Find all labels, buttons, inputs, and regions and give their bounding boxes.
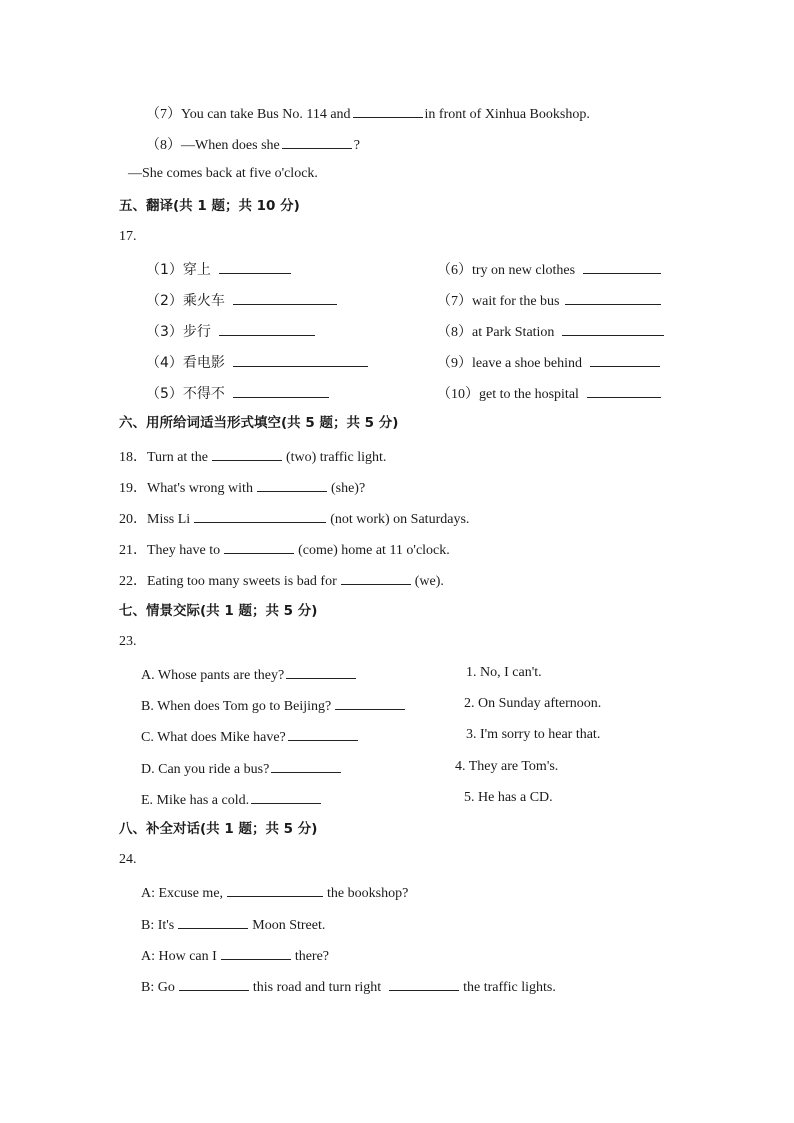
answer-blank[interactable] bbox=[271, 758, 341, 773]
translation-item: （9）leave a shoe behind bbox=[437, 352, 662, 373]
match-question: D. Can you ride a bus? bbox=[141, 758, 343, 779]
translation-item: （7）wait for the bus bbox=[437, 290, 663, 311]
answer-blank[interactable] bbox=[251, 789, 321, 804]
answer-blank[interactable] bbox=[194, 508, 326, 523]
dialogue-line: A: Excuse me, the bookshop? bbox=[141, 882, 408, 903]
answer-blank[interactable] bbox=[583, 259, 661, 274]
question-21: 21．They have to (come) home at 11 o'clock. bbox=[119, 539, 450, 560]
match-answer: 2. On Sunday afternoon. bbox=[464, 696, 602, 711]
dialogue-line: B: Go this road and turn right the traffic lights. bbox=[141, 976, 556, 997]
answer-blank[interactable] bbox=[288, 726, 358, 741]
answer-blank[interactable] bbox=[286, 664, 356, 679]
match-answer: 5. He has a CD. bbox=[464, 790, 553, 805]
question-19: 19．What's wrong with (she)? bbox=[119, 477, 365, 498]
translation-item: （10）get to the hospital bbox=[437, 383, 663, 404]
question-8-reply: —She comes back at five o'clock. bbox=[128, 166, 318, 181]
answer-blank[interactable] bbox=[233, 383, 329, 398]
translation-item: （4）看电影 bbox=[146, 352, 370, 372]
answer-blank[interactable] bbox=[212, 446, 282, 461]
section-heading-fill-in: 六、用所给词适当形式填空(共 5 题；共 5 分) bbox=[119, 415, 399, 431]
question-18: 18．Turn at the (two) traffic light. bbox=[119, 446, 386, 467]
translation-item: （3）步行 bbox=[146, 321, 317, 341]
dialogue-line: A: How can I there? bbox=[141, 945, 329, 966]
answer-blank[interactable] bbox=[178, 914, 248, 929]
question-7: （7）You can take Bus No. 114 and in front of Xinhua Bookshop. bbox=[146, 103, 590, 124]
answer-blank[interactable] bbox=[565, 290, 661, 305]
section-heading-situational: 七、情景交际(共 1 题；共 5 分) bbox=[119, 603, 318, 619]
answer-blank[interactable] bbox=[335, 695, 405, 710]
question-number: 23. bbox=[119, 634, 137, 649]
match-question: C. What does Mike have? bbox=[141, 726, 360, 747]
answer-blank[interactable] bbox=[282, 134, 352, 149]
question-number: 17. bbox=[119, 229, 137, 244]
answer-blank[interactable] bbox=[233, 352, 368, 367]
translation-item: （5）不得不 bbox=[146, 383, 331, 403]
match-answer: 3. I'm sorry to hear that. bbox=[466, 727, 601, 742]
match-question: E. Mike has a cold. bbox=[141, 789, 323, 810]
translation-item: （2）乘火车 bbox=[146, 290, 339, 310]
translation-item: （6）try on new clothes bbox=[437, 259, 663, 280]
question-22: 22．Eating too many sweets is bad for (we). bbox=[119, 570, 444, 591]
translation-item: （1）穿上 bbox=[146, 259, 293, 279]
answer-blank[interactable] bbox=[389, 976, 459, 991]
answer-blank[interactable] bbox=[224, 539, 294, 554]
answer-blank[interactable] bbox=[219, 321, 315, 336]
dialogue-line: B: It's Moon Street. bbox=[141, 914, 325, 935]
match-question: A. Whose pants are they? bbox=[141, 664, 358, 685]
answer-blank[interactable] bbox=[341, 570, 411, 585]
answer-blank[interactable] bbox=[587, 383, 661, 398]
answer-blank[interactable] bbox=[353, 103, 423, 118]
answer-blank[interactable] bbox=[221, 945, 291, 960]
question-number: 24. bbox=[119, 852, 137, 867]
match-answer: 1. No, I can't. bbox=[466, 665, 542, 680]
answer-blank[interactable] bbox=[257, 477, 327, 492]
section-heading-dialogue: 八、补全对话(共 1 题；共 5 分) bbox=[119, 821, 318, 837]
question-20: 20．Miss Li (not work) on Saturdays. bbox=[119, 508, 469, 529]
section-heading-translation: 五、翻译(共 1 题；共 10 分) bbox=[119, 198, 300, 214]
answer-blank[interactable] bbox=[219, 259, 291, 274]
match-answer: 4. They are Tom's. bbox=[455, 759, 559, 774]
question-8: （8）—When does she ? bbox=[146, 134, 360, 155]
answer-blank[interactable] bbox=[562, 321, 664, 336]
answer-blank[interactable] bbox=[179, 976, 249, 991]
translation-item: （8）at Park Station bbox=[437, 321, 666, 342]
answer-blank[interactable] bbox=[227, 882, 323, 897]
answer-blank[interactable] bbox=[590, 352, 660, 367]
answer-blank[interactable] bbox=[233, 290, 337, 305]
match-question: B. When does Tom go to Beijing? bbox=[141, 695, 407, 716]
